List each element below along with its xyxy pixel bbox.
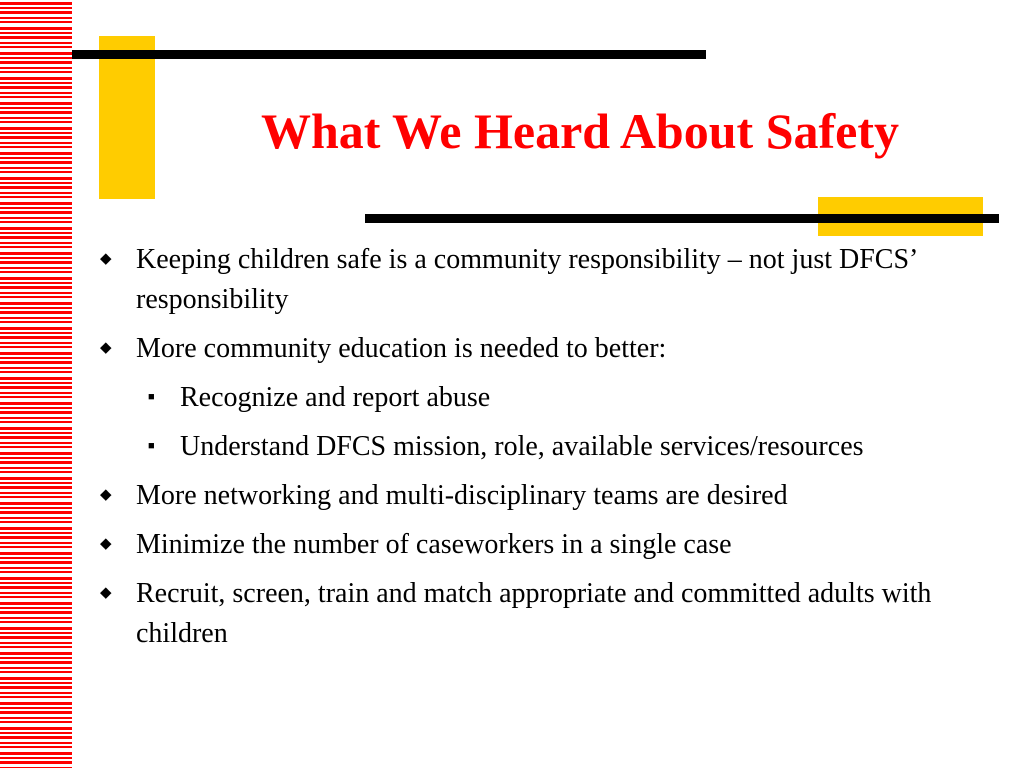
stripe-bar	[0, 357, 72, 359]
stripe-bar	[0, 292, 72, 294]
stripe-bar	[0, 392, 72, 394]
stripe-bar	[0, 636, 72, 639]
stripe-bar	[0, 327, 72, 330]
stripe-bar	[0, 477, 72, 480]
square-bullet-icon: ■	[148, 391, 155, 403]
stripe-bar	[0, 257, 72, 259]
stripe-bar	[0, 377, 72, 380]
bullet-text: Recruit, screen, train and match appropriate and committed adults with children	[136, 578, 932, 649]
bullet-text: More community education is needed to better:	[136, 333, 667, 364]
stripe-bar	[0, 677, 72, 680]
stripe-bar	[0, 527, 72, 530]
stripe-bar	[0, 521, 72, 523]
bullet-item	[100, 574, 980, 654]
stripe-bar	[0, 46, 72, 48]
stripe-bar	[0, 96, 72, 98]
stripe-bar	[0, 146, 72, 148]
stripe-bar	[0, 157, 72, 159]
stripe-bar	[0, 27, 72, 30]
stripe-bar	[0, 217, 72, 219]
stripe-bar	[0, 582, 72, 584]
stripe-bar	[0, 282, 72, 284]
bullet-item	[100, 329, 980, 369]
bullet-text: More networking and multi-disciplinary teams are desired	[136, 480, 788, 511]
stripe-bar	[0, 686, 72, 689]
stripe-bar	[0, 561, 72, 564]
stripe-bar	[0, 227, 72, 230]
stripe-bar	[0, 307, 72, 309]
stripe-bar	[0, 657, 72, 659]
stripe-bar	[0, 467, 72, 469]
stripe-bar	[0, 452, 72, 455]
diamond-bullet-icon: ◆	[100, 536, 112, 552]
sub-bullet-text: Recognize and report abuse	[180, 382, 491, 413]
bottom-rule-line	[365, 214, 999, 223]
stripe-bar	[0, 232, 72, 234]
stripe-bar	[0, 552, 72, 555]
stripe-bar	[0, 17, 72, 19]
stripe-bar	[0, 752, 72, 755]
stripe-bar	[0, 171, 72, 173]
stripe-bar	[0, 346, 72, 348]
stripe-bar	[0, 177, 72, 180]
stripe-bar	[0, 617, 72, 619]
stripe-bar	[0, 286, 72, 289]
sub-bullet-item	[100, 378, 980, 418]
stripe-bar	[0, 702, 72, 705]
stripe-bar	[0, 757, 72, 759]
stripe-bar	[0, 652, 72, 655]
stripe-bar	[0, 42, 72, 44]
stripe-bar	[0, 667, 72, 669]
stripe-bar	[0, 267, 72, 269]
stripe-bar	[0, 136, 72, 139]
stripe-bar	[0, 496, 72, 498]
top-rule-line	[72, 50, 706, 59]
slide-title: What We Heard About Safety	[261, 103, 899, 159]
stripe-bar	[0, 11, 72, 14]
stripe-bar	[0, 736, 72, 739]
stripe-bar	[0, 557, 72, 559]
stripe-bar	[0, 36, 72, 39]
stripe-bar	[0, 321, 72, 323]
stripe-bar	[0, 692, 72, 694]
stripe-bar	[0, 417, 72, 419]
stripe-bar	[0, 21, 72, 23]
stripe-bar	[0, 386, 72, 389]
stripe-bar	[0, 152, 72, 155]
stripe-bar	[0, 746, 72, 748]
stripe-bar	[0, 67, 72, 69]
stripe-bar	[0, 507, 72, 509]
stripe-bar	[0, 332, 72, 334]
stripe-bar	[0, 127, 72, 130]
decorative-stripe-strip	[0, 0, 74, 768]
stripe-bar	[0, 336, 72, 339]
stripe-bar	[0, 671, 72, 673]
bullet-item	[100, 240, 980, 320]
stripe-bar	[0, 77, 72, 80]
diamond-bullet-icon: ◆	[100, 585, 112, 601]
diamond-bullet-icon: ◆	[100, 340, 112, 356]
stripe-bar	[0, 682, 72, 684]
sub-bullet-item	[100, 427, 980, 467]
stripe-bar	[0, 221, 72, 223]
stripe-bar	[0, 427, 72, 430]
stripe-bar	[0, 32, 72, 34]
stripe-bar	[0, 57, 72, 59]
stripe-bar	[0, 352, 72, 355]
stripe-bar	[0, 707, 72, 709]
stripe-bar	[0, 567, 72, 569]
bullet-text: Minimize the number of caseworkers in a single case	[136, 529, 732, 560]
stripe-bar	[0, 486, 72, 489]
stripe-bar	[0, 761, 72, 764]
stripe-bar	[0, 361, 72, 364]
stripe-bar	[0, 732, 72, 734]
stripe-bar	[0, 621, 72, 623]
diamond-bullet-icon: ◆	[100, 251, 112, 267]
stripe-bar	[0, 271, 72, 273]
stripe-bar	[0, 711, 72, 714]
stripe-bar	[0, 611, 72, 614]
stripe-bar	[0, 642, 72, 644]
stripe-bar	[0, 192, 72, 194]
stripe-bar	[0, 402, 72, 405]
stripe-bar	[0, 182, 72, 184]
stripe-bar	[0, 117, 72, 119]
stripe-bar	[0, 607, 72, 609]
stripe-bar	[0, 646, 72, 648]
stripe-bar	[0, 532, 72, 534]
stripe-bar	[0, 546, 72, 548]
stripe-bar	[0, 602, 72, 605]
stripe-bar	[0, 627, 72, 630]
stripe-bar	[0, 277, 72, 280]
bullet-item	[100, 525, 980, 565]
stripe-bar	[0, 102, 72, 105]
stripe-bar	[0, 167, 72, 169]
stripe-bar	[0, 661, 72, 664]
stripe-bar	[0, 61, 72, 64]
stripe-bar	[0, 371, 72, 373]
stripe-bar	[0, 111, 72, 114]
stripe-bar	[0, 252, 72, 255]
stripe-bar	[0, 211, 72, 214]
sub-bullet-text: Understand DFCS mission, role, available services/resources	[180, 431, 864, 462]
stripe-bar	[0, 511, 72, 514]
stripe-bar	[0, 132, 72, 134]
stripe-bar	[0, 592, 72, 594]
stripe-bar	[0, 342, 72, 344]
stripe-bar	[0, 586, 72, 589]
bullet-item	[100, 476, 980, 516]
stripe-bar	[0, 86, 72, 89]
stripe-bar	[0, 296, 72, 298]
stripe-bar	[0, 52, 72, 55]
stripe-bar	[0, 142, 72, 144]
stripe-bar	[0, 742, 72, 744]
stripe-bar	[0, 302, 72, 305]
stripe-bar	[0, 536, 72, 539]
stripe-bar	[0, 92, 72, 94]
stripe-bar	[0, 207, 72, 209]
stripe-bar	[0, 432, 72, 434]
yellow-accent-block	[99, 36, 155, 199]
stripe-bar	[0, 161, 72, 164]
stripe-bar	[0, 471, 72, 473]
stripe-bar	[0, 317, 72, 319]
stripe-bar	[0, 82, 72, 84]
stripe-bar	[0, 186, 72, 189]
stripe-bar	[0, 196, 72, 198]
stripe-bar	[0, 632, 72, 634]
stripe-bar	[0, 71, 72, 73]
stripe-bar	[0, 107, 72, 109]
stripe-bar	[0, 242, 72, 244]
stripe-bar	[0, 502, 72, 505]
stripe-bar	[0, 367, 72, 369]
stripe-bar	[0, 236, 72, 239]
stripe-bar	[0, 696, 72, 698]
stripe-bar	[0, 482, 72, 484]
stripe-bar	[0, 2, 72, 5]
stripe-bar	[0, 577, 72, 580]
stripe-bar	[0, 457, 72, 459]
stripe-bar	[0, 311, 72, 314]
stripe-bar	[0, 721, 72, 723]
stripe-pattern	[0, 0, 74, 768]
stripe-bar	[0, 121, 72, 123]
bullet-text: Keeping children safe is a community responsibility – not just DFCS’ responsibility	[136, 244, 917, 315]
stripe-bar	[0, 571, 72, 573]
stripe-bar	[0, 382, 72, 384]
stripe-bar	[0, 596, 72, 598]
stripe-bar	[0, 7, 72, 9]
stripe-bar	[0, 261, 72, 264]
stripe-bar	[0, 492, 72, 494]
stripe-bar	[0, 542, 72, 544]
bullet-list	[100, 240, 980, 663]
stripe-bar	[0, 411, 72, 414]
stripe-bar	[0, 517, 72, 519]
stripe-bar	[0, 436, 72, 439]
stripe-bar	[0, 717, 72, 719]
stripe-bar	[0, 446, 72, 448]
stripe-bar	[0, 442, 72, 444]
stripe-bar	[0, 202, 72, 205]
stripe-bar	[0, 396, 72, 398]
stripe-bar	[0, 727, 72, 730]
square-bullet-icon: ■	[148, 440, 155, 452]
stripe-bar	[0, 421, 72, 423]
stripe-bar	[0, 407, 72, 409]
stripe-bar	[0, 246, 72, 248]
stripe-bar	[0, 461, 72, 464]
diamond-bullet-icon: ◆	[100, 487, 112, 503]
